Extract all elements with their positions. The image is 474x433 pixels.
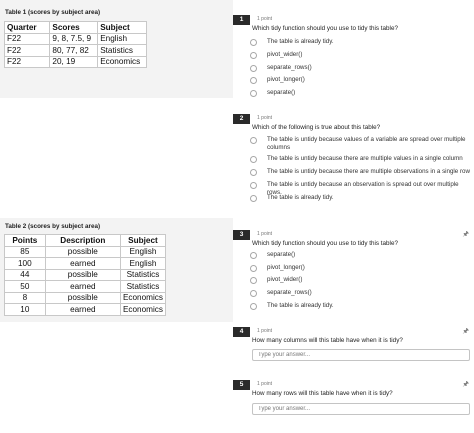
radio-button[interactable]	[250, 77, 257, 84]
table-row	[5, 56, 147, 68]
question-prompt: How many columns will this table have when it is tidy?	[252, 337, 403, 344]
table-cell: Statistics	[98, 45, 147, 57]
pin-icon[interactable]: 🖈	[462, 381, 469, 388]
option-label: The table is already tidy.	[267, 194, 334, 201]
table-cell: English	[98, 33, 147, 45]
question-4	[233, 327, 474, 367]
option-label: pivot_longer()	[267, 264, 305, 271]
table-row	[5, 281, 166, 293]
question-number: 5	[233, 380, 250, 390]
radio-button[interactable]	[250, 52, 257, 59]
option-label: separate()	[267, 89, 296, 96]
table-cell: Economics	[120, 304, 165, 316]
question-number: 4	[233, 327, 250, 337]
radio-button[interactable]	[250, 169, 257, 176]
question-prompt: Which tidy function should you use to tidy this table?	[252, 25, 398, 32]
answer-input[interactable]	[252, 403, 470, 415]
radio-button[interactable]	[250, 277, 257, 284]
radio-button[interactable]	[250, 195, 257, 202]
table-row	[5, 269, 166, 281]
option-label: The table is already tidy.	[267, 38, 334, 45]
option-label: The table is untidy because there are multiple values in a single column	[267, 155, 463, 162]
table-header-cell: Quarter	[5, 22, 50, 34]
points-label: 1 point	[257, 328, 273, 334]
table2	[4, 234, 166, 316]
table-cell: possible	[45, 246, 120, 258]
table-cell: F22	[5, 45, 50, 57]
option-label: pivot_wider()	[267, 276, 303, 283]
question-number: 1	[233, 15, 250, 25]
table-cell: 8	[5, 292, 46, 304]
option-label: The table is already tidy.	[267, 302, 334, 309]
table-cell: Economics	[98, 56, 147, 68]
table-cell: earned	[45, 281, 120, 293]
table-cell: 10	[5, 304, 46, 316]
table1	[4, 21, 147, 68]
answer-input[interactable]	[252, 349, 470, 361]
radio-button[interactable]	[250, 90, 257, 97]
radio-button[interactable]	[250, 252, 257, 259]
table1-title: Table 1 (scores by subject area)	[5, 9, 101, 16]
question-5	[233, 380, 474, 420]
table-header-cell: Points	[5, 235, 46, 247]
points-label: 1 point	[257, 231, 273, 237]
table-cell: English	[120, 258, 165, 270]
table-cell: earned	[45, 258, 120, 270]
option-label: separate_rows()	[267, 64, 312, 71]
question-number: 3	[233, 230, 250, 240]
table-cell: 80, 77, 82	[50, 45, 98, 57]
pin-icon[interactable]: 🖈	[462, 328, 469, 335]
table-header-row	[5, 22, 147, 34]
table-cell: 50	[5, 281, 46, 293]
radio-button[interactable]	[250, 265, 257, 272]
question-prompt: Which tidy function should you use to tidy this table?	[252, 240, 398, 247]
table-header-cell: Subject	[120, 235, 165, 247]
table-cell: Economics	[120, 292, 165, 304]
question-number: 2	[233, 114, 250, 124]
table-cell: earned	[45, 304, 120, 316]
table-row	[5, 45, 147, 57]
question-1	[233, 15, 474, 100]
option-label: The table is untidy because values of a variable are spread over multiple columns	[267, 136, 466, 151]
table-row	[5, 292, 166, 304]
table-header-row	[5, 235, 166, 247]
table-cell: Statistics	[120, 281, 165, 293]
table-cell: English	[120, 246, 165, 258]
table-row	[5, 258, 166, 270]
radio-button[interactable]	[250, 290, 257, 297]
radio-button[interactable]	[250, 303, 257, 310]
table-cell: 9, 8, 7.5, 9	[50, 33, 98, 45]
table-cell: 20, 19	[50, 56, 98, 68]
table-cell: possible	[45, 269, 120, 281]
points-label: 1 point	[257, 115, 273, 121]
radio-button[interactable]	[250, 39, 257, 46]
table-cell: F22	[5, 56, 50, 68]
table-row	[5, 33, 147, 45]
radio-button[interactable]	[250, 137, 257, 144]
points-label: 1 point	[257, 381, 273, 387]
question-3	[233, 230, 474, 312]
table-row	[5, 304, 166, 316]
radio-button[interactable]	[250, 182, 257, 189]
table-cell: 100	[5, 258, 46, 270]
table-cell: 44	[5, 269, 46, 281]
option-label: The table is untidy because there are multiple observations in a single row	[267, 168, 470, 175]
pin-icon[interactable]: 🖈	[462, 231, 469, 238]
question-prompt: Which of the following is true about this table?	[252, 124, 381, 131]
table-header-cell: Subject	[98, 22, 147, 34]
table-row	[5, 246, 166, 258]
table-cell: F22	[5, 33, 50, 45]
option-label: pivot_longer()	[267, 76, 305, 83]
table-header-cell: Description	[45, 235, 120, 247]
table-cell: Statistics	[120, 269, 165, 281]
question-prompt: How many rows will this table have when it is tidy?	[252, 390, 393, 397]
radio-button[interactable]	[250, 156, 257, 163]
table-cell: 85	[5, 246, 46, 258]
points-label: 1 point	[257, 16, 273, 22]
table2-title: Table 2 (scores by subject area)	[5, 223, 101, 230]
table1-panel	[0, 0, 233, 98]
option-label: separate()	[267, 251, 296, 258]
option-label: separate_rows()	[267, 289, 312, 296]
option-label: The table is untidy because an observation is spread out over multiple rows.	[267, 181, 459, 196]
table2-panel	[0, 218, 233, 322]
radio-button[interactable]	[250, 65, 257, 72]
table-header-cell: Scores	[50, 22, 98, 34]
table-cell: possible	[45, 292, 120, 304]
question-2	[233, 114, 474, 208]
option-label: pivot_wider()	[267, 51, 303, 58]
